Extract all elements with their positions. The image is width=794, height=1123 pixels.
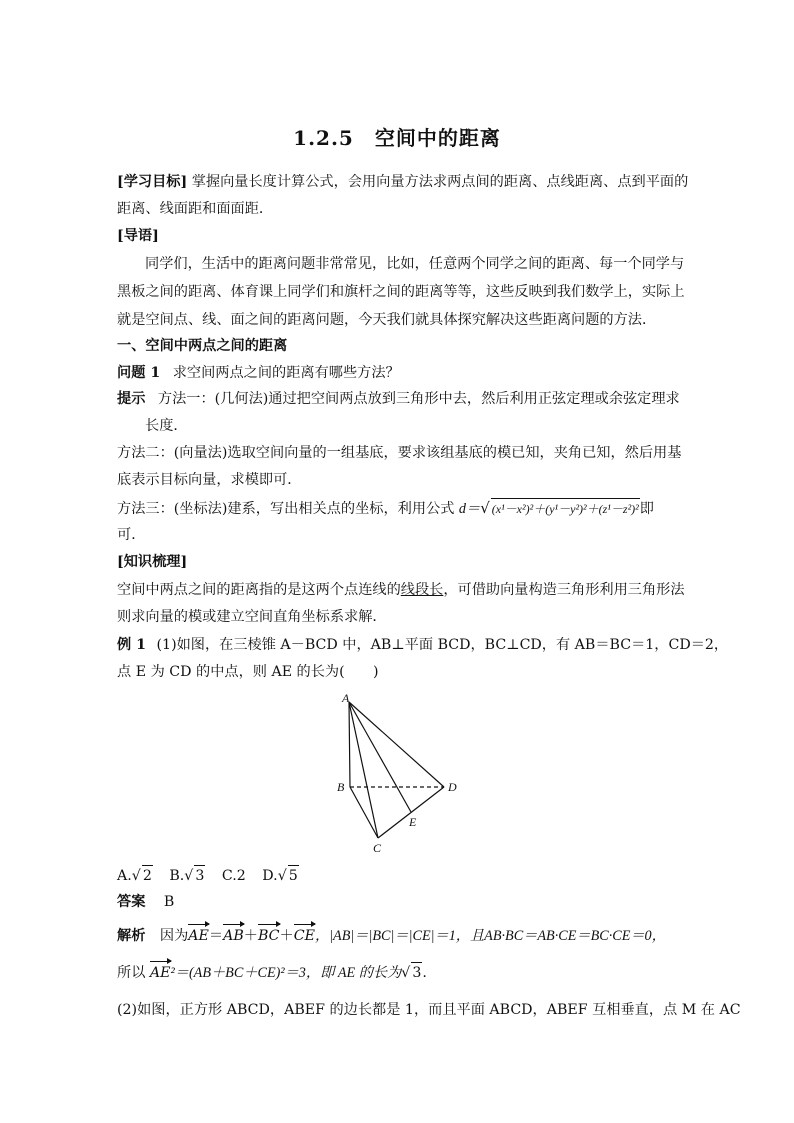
knowledge-line-2: 则求向量的模或建立空间直角坐标系求解． [117, 609, 387, 625]
hint-method3-post: 即 [639, 501, 654, 517]
option-d-radicand: 5 [288, 865, 299, 886]
edge-ab [349, 702, 350, 787]
label-e: E [409, 815, 417, 829]
option-b: B.√ 3 [169, 868, 205, 884]
label-d: D [448, 780, 457, 794]
hint-method2-line-1: 方法二：(向量法)选取空间向量的一组基底，要求该组基底的模已知，夹角已知，然后用基 [117, 445, 682, 461]
hint-method3-line-2: 可． [117, 527, 146, 543]
pyramid-figure [320, 690, 480, 860]
knowledge-text-post: ，可借助向量构造三角形利用三角形法 [443, 582, 685, 598]
vector-ce: CE [293, 928, 315, 944]
example1-text-1: (1)如图，在三棱锥 A－BCD 中，AB⊥平面 BCD，BC⊥CD，有 AB＝BC＝1，CD＝2， [156, 637, 729, 653]
analysis-line-2: 所以 AE²＝(AB＋BC＋CE)²＝3，即 AE 的长为√ 3. [117, 962, 682, 983]
analysis-label: 解析 [117, 928, 146, 944]
hint-method3-line-1 [117, 498, 682, 519]
analysis-dot-products: AB·BC＝AB·CE＝BC·CE＝0， [484, 928, 666, 944]
objectives-line-2: 距离、线面距和面面距． [117, 201, 274, 217]
intro-line-1: 同学们，生活中的距离问题非常常见，比如，任意两个同学之间的距离、每一个同学与 [145, 256, 685, 272]
example1-options [117, 865, 682, 886]
pyramid-diagram [320, 690, 480, 860]
objectives-tag: [学习目标] [117, 174, 188, 190]
hint-label: 提示 [117, 391, 146, 407]
hint-line-1 [117, 389, 682, 409]
knowledge-line-1 [117, 580, 685, 600]
example1-part2-line-1: (2)如图，正方形 ABCD，ABEF 的边长都是 1，而且平面 ABCD，ABEF 互相垂直，点 M 在 AC [117, 1002, 741, 1018]
label-c: C [373, 841, 382, 855]
hint-method1-text: 方法一：(几何法)通过把空间两点放到三角形中去，然后利用正弦定理或余弦定理求 [157, 391, 680, 407]
sqrt-sign: √ [480, 499, 490, 517]
option-b-label: B. [169, 868, 185, 884]
analysis-result: ²＝(AB＋BC＋CE)²＝3，即 AE 的长为 [170, 965, 402, 981]
intro-tag: [导语] [117, 228, 159, 244]
question-1 [117, 363, 682, 383]
option-c: C.2 [221, 868, 246, 884]
intro-line-3: 就是空间点、线、面之间的距离问题，今天我们就具体探究解决这些距离问题的方法． [117, 312, 657, 328]
equals-sign: ＝ [208, 928, 224, 944]
objectives-text-1: 掌握向量长度计算公式，会用向量方法求两点间的距离、点线距离、点到平面的 [191, 174, 689, 190]
edge-bc [350, 787, 378, 838]
answer-line [117, 892, 682, 912]
option-b-radicand: 3 [194, 865, 205, 886]
distance-formula-radicand: (x¹－x²)²＋(y¹－y²)²＋(z¹－z²)² [491, 498, 640, 519]
edge-ad [349, 702, 444, 787]
edge-ac [349, 702, 378, 838]
vector-bc: BC [257, 928, 280, 944]
question-text: 求空间两点之间的距离有哪些方法？ [172, 365, 400, 381]
example1-line-1 [117, 635, 729, 655]
knowledge-tag: [知识梳理] [117, 554, 188, 570]
option-a-label: A. [117, 868, 132, 884]
label-a: A [342, 691, 350, 705]
vector-ae-squared: AE [149, 965, 171, 981]
result-radicand: 3 [411, 962, 422, 983]
section-heading-1: 一、空间中两点之间的距离 [117, 338, 288, 354]
analysis-text-so: 所以 [117, 965, 150, 981]
label-b: B [337, 780, 345, 794]
question-label: 问题 1 [117, 365, 161, 381]
option-a-radicand: 2 [142, 865, 153, 886]
answer-label: 答案 [117, 894, 146, 910]
example-label: 例 1 [117, 637, 146, 653]
distance-formula-lhs: d＝ [458, 501, 481, 517]
analysis-end: . [422, 965, 427, 981]
hint-method2-line-2: 底表示目标向量，求模即可． [117, 472, 302, 488]
hint-method1-line-2: 长度． [145, 418, 188, 434]
hint-method3-pre: 方法三：(坐标法)建系，写出相关点的坐标，利用公式 [117, 501, 455, 517]
knowledge-text-pre: 空间中两点之间的距离指的是这两个点连线的 [117, 582, 401, 598]
objectives-line-1 [117, 172, 689, 192]
plus-sign-1: ＋ [243, 928, 258, 944]
plus-sign-2: ＋ [279, 928, 294, 944]
intro-line-2: 黑板之间的距离、体育课上同学们和旗杆之间的距离等等，这些反映到我们数学上，实际上 [117, 284, 685, 300]
edge-cd [378, 787, 444, 838]
option-d-label: D. [262, 868, 278, 884]
option-a: A.√ 2 [117, 868, 153, 884]
analysis-magnitudes: ，|AB|＝|BC|＝|CE|＝1，且 [314, 928, 485, 944]
analysis-text-because: 因为 [159, 928, 189, 944]
example1-line-2: 点 E 为 CD 的中点，则 AE 的长为( ) [117, 664, 379, 680]
segment-ae [349, 702, 411, 812]
page-title: 1.2.5 空间中的距离 [293, 126, 501, 150]
vector-ab: AB [223, 928, 244, 944]
answer-value: B [163, 894, 175, 910]
option-d: D.√ 5 [262, 868, 298, 884]
knowledge-underlined-term: 线段长 [400, 582, 444, 598]
analysis-line-1 [117, 926, 682, 946]
vector-ae: AE [188, 928, 209, 944]
